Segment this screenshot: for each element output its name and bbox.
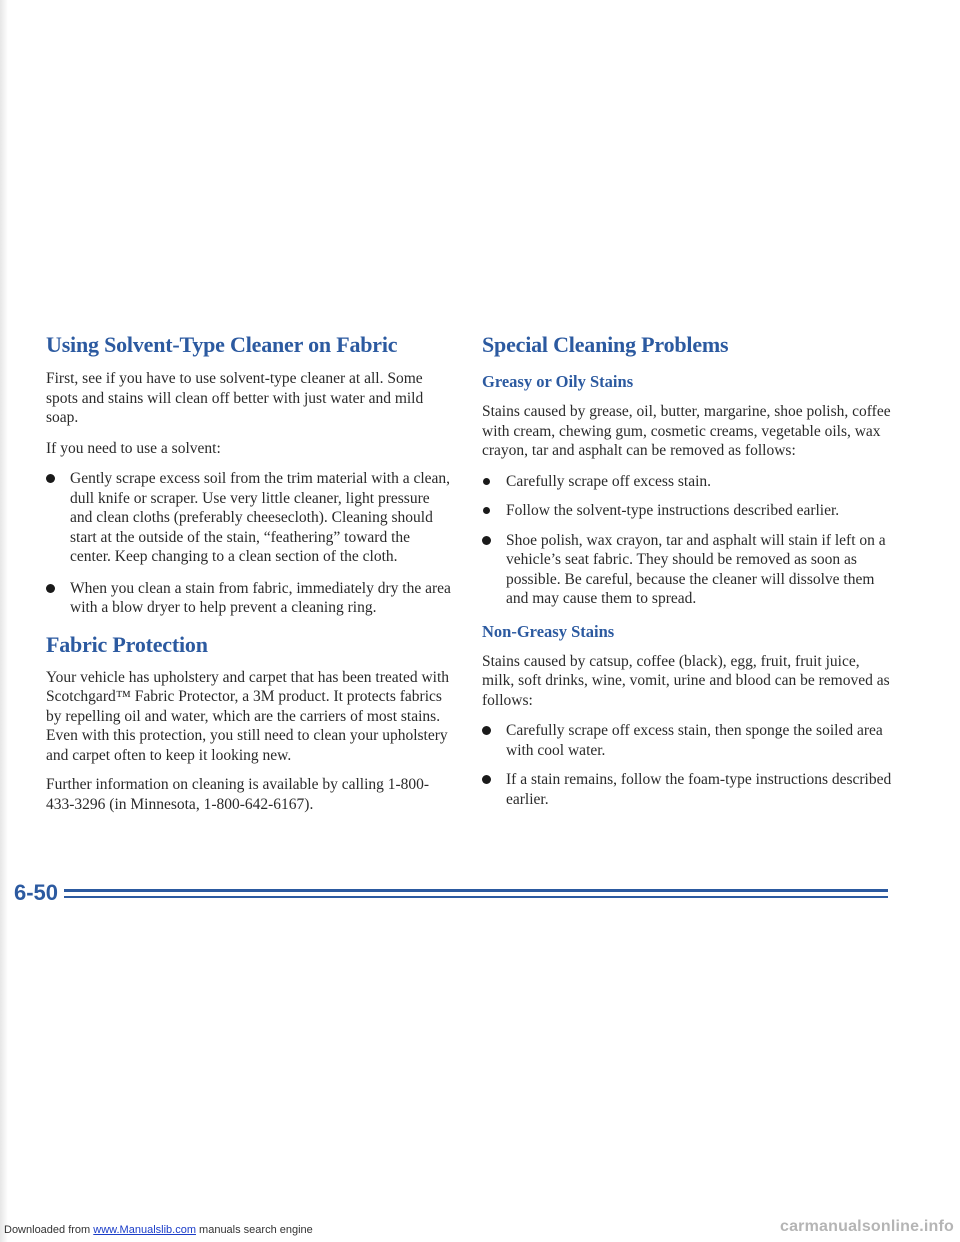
right-column bbox=[482, 330, 892, 809]
bullet-icon bbox=[46, 474, 55, 483]
list-item-text: If a stain remains, follow the foam-type instructions described earlier. bbox=[506, 771, 892, 808]
list-item bbox=[482, 501, 892, 521]
list-item bbox=[482, 531, 892, 609]
section-title-special-cleaning: Special Cleaning Problems bbox=[482, 332, 729, 357]
bullet-icon bbox=[482, 726, 491, 735]
list-item-text: Follow the solvent-type instructions described earlier. bbox=[506, 502, 840, 519]
download-prefix: Downloaded from bbox=[4, 1224, 94, 1236]
list-item bbox=[482, 472, 892, 492]
fabric-protection-paragraph: Your vehicle has upholstery and carpet that has been treated with Scotchgard™ Fabric Protector, a 3M product. It protects fabrics by repelling oil and water, which are the carriers of most stains. Even with this protection, you still need to clean your upholstery and carpet often to keep it looking new. bbox=[46, 668, 450, 764]
page-scan-edge bbox=[0, 0, 8, 1242]
left-column bbox=[46, 330, 451, 814]
list-item-text: Carefully scrape off excess stain. bbox=[506, 472, 712, 490]
download-suffix: manuals search engine bbox=[195, 1224, 313, 1236]
bullet-icon bbox=[483, 478, 490, 485]
footer-rule-thick bbox=[64, 889, 888, 892]
solvent-lead-paragraph: If you need to use a solvent: bbox=[46, 439, 221, 457]
greasy-intro-paragraph: Stains caused by grease, oil, butter, margarine, shoe polish, coffee with cream, chewing gum, cosmetic creams, vegetable oils, wax crayon, tar and asphalt can be removed as follows: bbox=[482, 403, 891, 459]
bullet-icon bbox=[46, 584, 55, 593]
bullet-icon bbox=[482, 775, 491, 784]
list-item bbox=[482, 770, 892, 809]
list-item-text: Gently scrape excess soil from the trim material with a clean, dull knife or scraper. Use very little cleaner, light pressure and clean cloths (preferably cheesecloth). Cleaning should start at the outside of the stain, “feathering” toward the center. Keep changing to a clean section of the cloth. bbox=[70, 470, 451, 565]
section-title-solvent-cleaner: Using Solvent-Type Cleaner on Fabric bbox=[46, 332, 398, 357]
manualslib-link[interactable]: www.Manualslib.com bbox=[93, 1224, 196, 1236]
solvent-intro-paragraph: First, see if you have to use solvent-type cleaner at all. Some spots and stains will clean off better with just water and mild soap. bbox=[46, 370, 424, 426]
subheading-greasy-stains: Greasy or Oily Stains bbox=[482, 372, 634, 391]
list-item bbox=[482, 721, 892, 760]
list-item-text: Carefully scrape off excess stain, then sponge the soiled area with cool water. bbox=[506, 722, 883, 759]
list-item bbox=[46, 469, 451, 567]
subheading-non-greasy-stains: Non-Greasy Stains bbox=[482, 621, 615, 641]
bullet-icon bbox=[482, 536, 491, 545]
list-item bbox=[46, 579, 451, 618]
bullet-icon bbox=[483, 507, 490, 514]
download-source-line bbox=[4, 1224, 313, 1236]
site-watermark: carmanualsonline.info bbox=[779, 1218, 954, 1235]
list-item-text: Shoe polish, wax crayon, tar and asphalt will stain if left on a vehicle’s seat fabric. They should be removed as soon as possible. Be careful, because the cleaner will dissolve them and may cause them to spread. bbox=[506, 531, 886, 607]
page-number: 6-50 bbox=[14, 880, 59, 905]
further-info-paragraph: Further information on cleaning is available by calling 1-800-433-3296 (in Minnesota, 1-800-642-6167). bbox=[46, 776, 430, 813]
section-title-fabric-protection: Fabric Protection bbox=[46, 631, 208, 657]
non-greasy-intro-paragraph: Stains caused by catsup, coffee (black), egg, fruit, fruit juice, milk, soft drinks, wine, vomit, urine and blood can be removed as follows: bbox=[482, 652, 890, 709]
footer-rule-thin bbox=[64, 896, 888, 898]
list-item-text: When you clean a stain from fabric, immediately dry the area with a blow dryer to help prevent a cleaning ring. bbox=[70, 579, 451, 616]
